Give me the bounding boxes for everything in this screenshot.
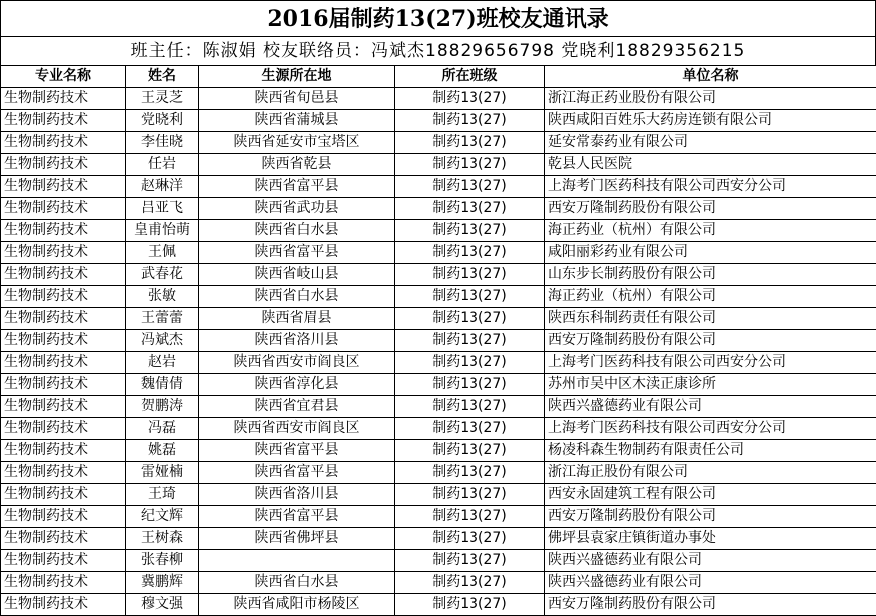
cell-name: 穆文强 [126,594,199,616]
cell-origin: 陕西省咸阳市杨陵区 [199,594,395,616]
cell-class: 制药13(27) [395,396,545,418]
cell-class: 制药13(27) [395,220,545,242]
cell-employer: 陕西咸阳百姓乐大药房连锁有限公司 [545,110,876,132]
cell-employer: 苏州市吴中区木渎正康诊所 [545,374,876,396]
cell-origin: 陕西省佛坪县 [199,528,395,550]
cell-class: 制药13(27) [395,198,545,220]
cell-class: 制药13(27) [395,308,545,330]
cell-origin [199,550,395,572]
cell-major: 生物制药技术 [1,132,126,154]
table-row [1,242,876,264]
cell-employer: 浙江海正股份有限公司 [545,462,876,484]
cell-class: 制药13(27) [395,462,545,484]
cell-class: 制药13(27) [395,176,545,198]
cell-class: 制药13(27) [395,506,545,528]
table-row [1,462,876,484]
cell-name: 皇甫怡萌 [126,220,199,242]
cell-origin: 陕西省富平县 [199,506,395,528]
cell-employer: 西安万隆制药股份有限公司 [545,506,876,528]
table-row [1,132,876,154]
cell-name: 党晓利 [126,110,199,132]
cell-class: 制药13(27) [395,484,545,506]
cell-class: 制药13(27) [395,242,545,264]
table-row [1,572,876,594]
cell-class: 制药13(27) [395,352,545,374]
cell-origin: 陕西省旬邑县 [199,88,395,110]
cell-origin: 陕西省白水县 [199,572,395,594]
cell-major: 生物制药技术 [1,506,126,528]
table-row [1,506,876,528]
cell-origin: 陕西省富平县 [199,440,395,462]
cell-major: 生物制药技术 [1,88,126,110]
cell-origin: 陕西省宜君县 [199,396,395,418]
table-row [1,396,876,418]
cell-major: 生物制药技术 [1,528,126,550]
cell-name: 任岩 [126,154,199,176]
cell-employer: 上海考门医药科技有限公司西安分公司 [545,418,876,440]
table-row [1,220,876,242]
cell-employer: 延安常泰药业有限公司 [545,132,876,154]
table-row [1,484,876,506]
cell-employer: 西安万隆制药股份有限公司 [545,594,876,616]
cell-major: 生物制药技术 [1,572,126,594]
cell-employer: 浙江海正药业股份有限公司 [545,88,876,110]
header-major: 专业名称 [1,66,126,88]
table-row [1,264,876,286]
cell-name: 冯磊 [126,418,199,440]
table-row [1,154,876,176]
cell-name: 赵琳洋 [126,176,199,198]
cell-origin: 陕西省眉县 [199,308,395,330]
cell-major: 生物制药技术 [1,330,126,352]
cell-employer: 西安万隆制药股份有限公司 [545,198,876,220]
cell-employer: 陕西兴盛德药业有限公司 [545,396,876,418]
sheet-subtitle: 班主任：陈淑娟 校友联络员：冯斌杰18829656798 党晓利18829356215 [0,36,876,65]
cell-origin: 陕西省富平县 [199,462,395,484]
cell-employer: 海正药业（杭州）有限公司 [545,220,876,242]
cell-major: 生物制药技术 [1,462,126,484]
table-row [1,110,876,132]
cell-origin: 陕西省淳化县 [199,374,395,396]
cell-origin: 陕西省洛川县 [199,484,395,506]
cell-employer: 杨凌科森生物制药有限责任公司 [545,440,876,462]
cell-employer: 西安万隆制药股份有限公司 [545,330,876,352]
cell-class: 制药13(27) [395,88,545,110]
cell-class: 制药13(27) [395,154,545,176]
cell-employer: 西安永固建筑工程有限公司 [545,484,876,506]
cell-name: 雷娅楠 [126,462,199,484]
cell-major: 生物制药技术 [1,484,126,506]
cell-major: 生物制药技术 [1,176,126,198]
cell-major: 生物制药技术 [1,418,126,440]
cell-origin: 陕西省富平县 [199,242,395,264]
cell-major: 生物制药技术 [1,198,126,220]
table-row [1,550,876,572]
cell-employer: 陕西兴盛德药业有限公司 [545,550,876,572]
table-row [1,330,876,352]
cell-major: 生物制药技术 [1,110,126,132]
header-class: 所在班级 [395,66,545,88]
cell-name: 魏倩倩 [126,374,199,396]
cell-employer: 上海考门医药科技有限公司西安分公司 [545,352,876,374]
cell-major: 生物制药技术 [1,286,126,308]
cell-name: 李佳晓 [126,132,199,154]
table-row [1,418,876,440]
table-row [1,594,876,616]
cell-origin: 陕西省延安市宝塔区 [199,132,395,154]
cell-major: 生物制药技术 [1,440,126,462]
table-row [1,352,876,374]
cell-name: 王灵芝 [126,88,199,110]
cell-name: 王佩 [126,242,199,264]
cell-class: 制药13(27) [395,286,545,308]
cell-class: 制药13(27) [395,374,545,396]
table-row [1,88,876,110]
cell-class: 制药13(27) [395,572,545,594]
cell-class: 制药13(27) [395,418,545,440]
cell-class: 制药13(27) [395,330,545,352]
cell-employer: 上海考门医药科技有限公司西安分公司 [545,176,876,198]
header-name: 姓名 [126,66,199,88]
table-row [1,286,876,308]
table-row [1,198,876,220]
cell-name: 冀鹏辉 [126,572,199,594]
cell-major: 生物制药技术 [1,352,126,374]
cell-name: 冯斌杰 [126,330,199,352]
cell-major: 生物制药技术 [1,220,126,242]
cell-class: 制药13(27) [395,440,545,462]
cell-employer: 海正药业（杭州）有限公司 [545,286,876,308]
cell-major: 生物制药技术 [1,264,126,286]
cell-name: 王琦 [126,484,199,506]
cell-employer: 咸阳丽彩药业有限公司 [545,242,876,264]
cell-class: 制药13(27) [395,528,545,550]
cell-major: 生物制药技术 [1,374,126,396]
cell-origin: 陕西省白水县 [199,220,395,242]
cell-class: 制药13(27) [395,550,545,572]
table-row [1,374,876,396]
cell-name: 张春柳 [126,550,199,572]
cell-major: 生物制药技术 [1,594,126,616]
cell-major: 生物制药技术 [1,242,126,264]
cell-name: 王树森 [126,528,199,550]
cell-origin: 陕西省蒲城县 [199,110,395,132]
cell-employer: 佛坪县袁家庄镇街道办事处 [545,528,876,550]
roster-table [0,65,876,616]
cell-class: 制药13(27) [395,110,545,132]
cell-name: 武春花 [126,264,199,286]
cell-origin: 陕西省西安市阎良区 [199,418,395,440]
cell-class: 制药13(27) [395,132,545,154]
cell-major: 生物制药技术 [1,308,126,330]
cell-major: 生物制药技术 [1,396,126,418]
cell-employer: 陕西兴盛德药业有限公司 [545,572,876,594]
cell-name: 吕亚飞 [126,198,199,220]
cell-name: 纪文辉 [126,506,199,528]
cell-origin: 陕西省武功县 [199,198,395,220]
cell-employer: 乾县人民医院 [545,154,876,176]
cell-major: 生物制药技术 [1,154,126,176]
cell-employer: 陕西东科制药责任有限公司 [545,308,876,330]
cell-name: 张敏 [126,286,199,308]
table-row [1,176,876,198]
table-row [1,440,876,462]
cell-major: 生物制药技术 [1,550,126,572]
cell-origin: 陕西省洛川县 [199,330,395,352]
header-origin: 生源所在地 [199,66,395,88]
table-row [1,528,876,550]
cell-origin: 陕西省乾县 [199,154,395,176]
header-employer: 单位名称 [545,66,876,88]
cell-name: 贺鹏涛 [126,396,199,418]
cell-name: 王蕾蕾 [126,308,199,330]
cell-origin: 陕西省岐山县 [199,264,395,286]
header-row [1,66,876,88]
cell-name: 姚磊 [126,440,199,462]
cell-employer: 山东步长制药股份有限公司 [545,264,876,286]
cell-name: 赵岩 [126,352,199,374]
sheet-title: 2016届制药13(27)班校友通讯录 [0,0,876,36]
cell-origin: 陕西省富平县 [199,176,395,198]
table-row [1,308,876,330]
cell-class: 制药13(27) [395,264,545,286]
cell-origin: 陕西省白水县 [199,286,395,308]
cell-origin: 陕西省西安市阎良区 [199,352,395,374]
cell-class: 制药13(27) [395,594,545,616]
roster-body [1,88,876,616]
